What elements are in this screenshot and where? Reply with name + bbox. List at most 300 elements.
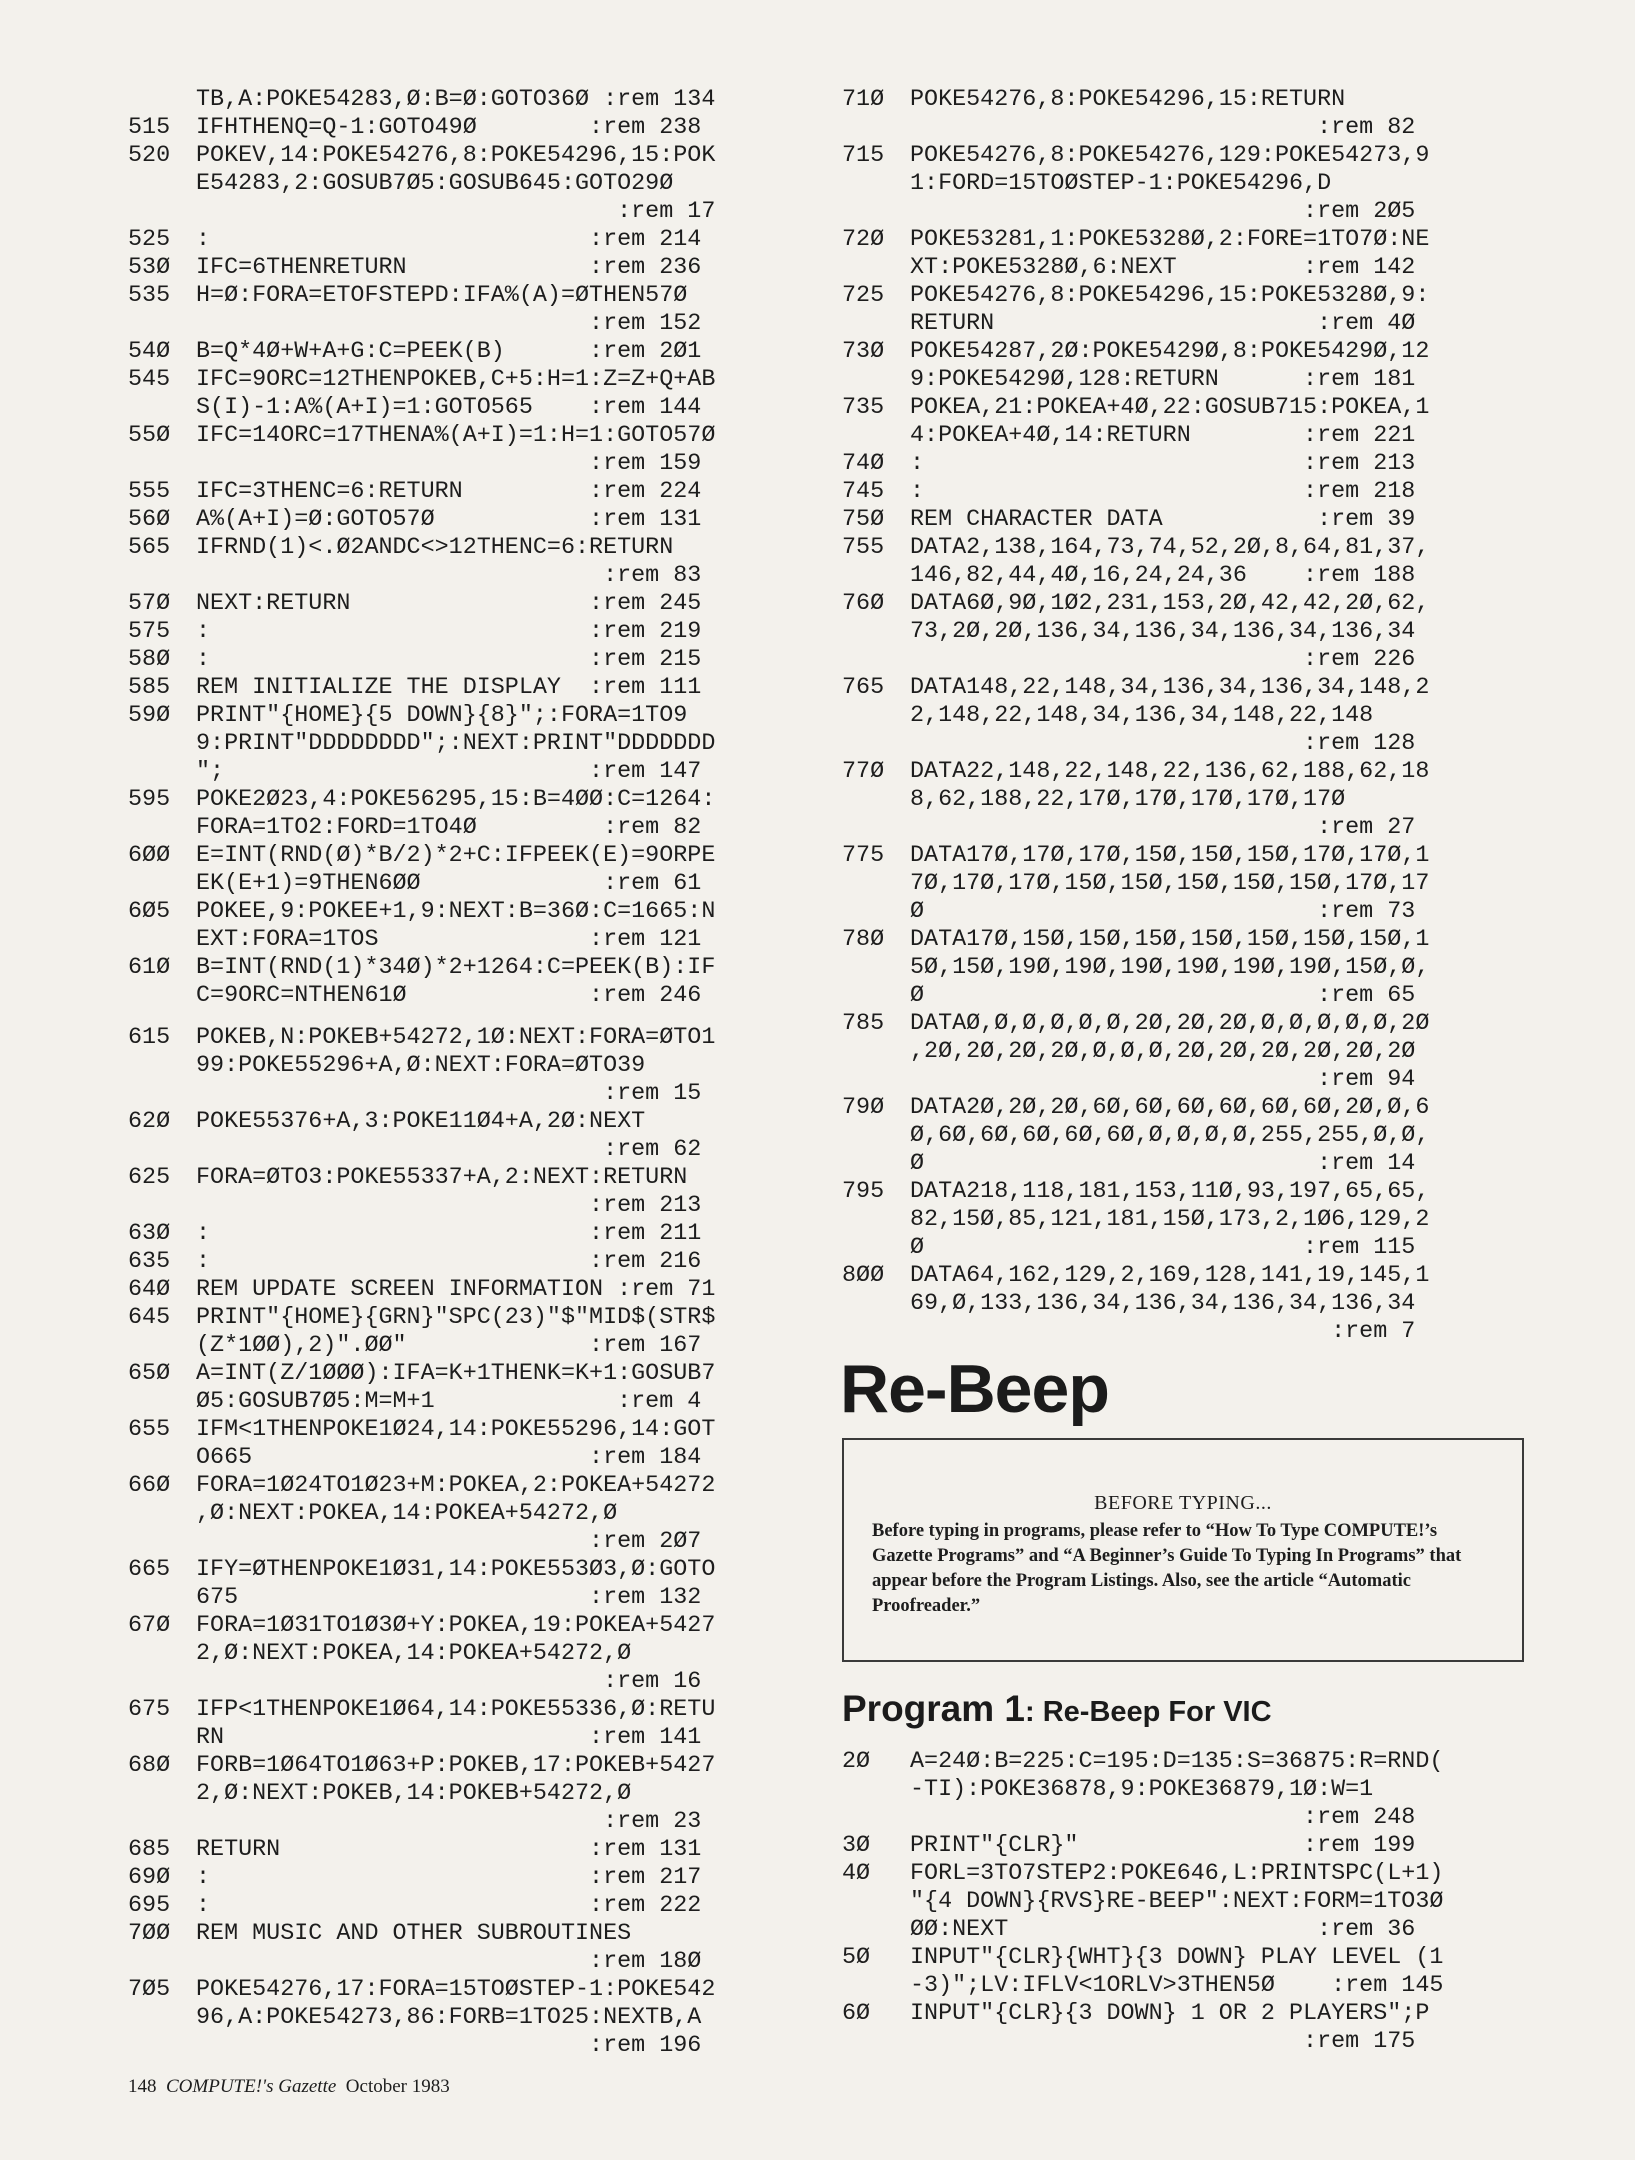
line-number: 71Ø — [842, 87, 885, 113]
code-line — [128, 1696, 816, 1724]
line-code: O665 :rem 184 — [196, 1445, 702, 1471]
code-line — [128, 1584, 816, 1612]
code-line — [128, 450, 816, 478]
code-line — [128, 926, 816, 954]
line-number — [128, 1332, 196, 1360]
line-number — [128, 1052, 196, 1080]
line-number: 55Ø — [128, 423, 171, 449]
notice-title: BEFORE TYPING... — [1094, 1492, 1272, 1514]
line-code: POKEB,N:POKEB+54272,1Ø:NEXT:FORA=ØTO1 — [196, 1025, 716, 1051]
code-line — [842, 646, 1528, 674]
line-code: XT:POKE5328Ø,6:NEXT :rem 142 — [910, 255, 1416, 281]
code-line — [842, 758, 1528, 786]
line-code: :rem 2Ø7 — [196, 1529, 702, 1555]
line-code: B=INT(RND(1)*34Ø)*2+1264:C=PEEK(B):IF — [196, 955, 716, 981]
line-code: : :rem 219 — [196, 619, 702, 645]
code-line — [842, 1206, 1528, 1234]
line-code: POKEA,21:POKEA+4Ø,22:GOSUB715:POKEA,1 — [910, 395, 1430, 421]
line-number — [842, 1318, 910, 1346]
line-number — [128, 814, 196, 842]
code-line — [128, 1864, 816, 1892]
line-code: NEXT:RETURN :rem 245 — [196, 591, 702, 617]
line-number: 515 — [128, 115, 171, 141]
line-number — [128, 730, 196, 758]
line-code: 2,148,22,148,34,136,34,148,22,148 — [910, 703, 1374, 729]
line-code: PRINT"{CLR}" :rem 199 — [910, 1833, 1416, 1859]
before-typing-notice — [842, 1438, 1524, 1662]
code-line — [128, 1780, 816, 1808]
line-code: 9:PRINT"DDDDDDDD";:NEXT:PRINT"DDDDDDD — [196, 731, 716, 757]
line-code: DATA2,138,164,73,74,52,2Ø,8,64,81,37, — [910, 535, 1430, 561]
line-code: FORL=3TO7STEP2:POKE646,L:PRINTSPC(L+1) — [910, 1861, 1444, 1887]
code-line — [128, 786, 816, 814]
code-line — [128, 254, 816, 282]
code-line — [128, 702, 816, 730]
code-line — [128, 1612, 816, 1640]
code-line — [842, 1150, 1528, 1178]
line-number — [128, 310, 196, 338]
line-code: INPUT"{CLR}{3 DOWN} 1 OR 2 PLAYERS";P — [910, 2001, 1430, 2027]
code-line — [842, 366, 1528, 394]
line-number: 57Ø — [128, 591, 171, 617]
line-number — [842, 1038, 910, 1066]
line-code: DATA2Ø,2Ø,2Ø,6Ø,6Ø,6Ø,6Ø,6Ø,6Ø,2Ø,Ø,6 — [910, 1095, 1430, 1121]
line-number: 765 — [842, 675, 885, 701]
line-code: :rem 17 — [196, 199, 716, 225]
line-code: :rem 175 — [910, 2029, 1416, 2055]
line-number: 525 — [128, 227, 171, 253]
line-code: : :rem 222 — [196, 1893, 702, 1919]
line-code: :rem 62 — [196, 1137, 702, 1163]
line-code: Ø5:GOSUB7Ø5:M=M+1 :rem 4 — [196, 1389, 702, 1415]
code-line — [842, 702, 1528, 730]
code-line — [128, 1164, 816, 1192]
line-code: : :rem 211 — [196, 1221, 702, 1247]
line-number: 67Ø — [128, 1613, 171, 1639]
code-line — [128, 982, 816, 1010]
line-code: E54283,2:GOSUB7Ø5:GOSUB645:GOTO29Ø — [196, 171, 674, 197]
line-number: 61Ø — [128, 955, 171, 981]
line-code: RETURN :rem 4Ø — [910, 311, 1416, 337]
code-line — [128, 1920, 816, 1948]
code-line — [128, 198, 816, 226]
line-number — [842, 170, 910, 198]
line-code: 2,Ø:NEXT:POKEB,14:POKEB+54272,Ø — [196, 1781, 632, 1807]
code-line — [842, 254, 1528, 282]
line-number: 665 — [128, 1557, 171, 1583]
code-line — [842, 1234, 1528, 1262]
code-line — [842, 310, 1528, 338]
line-number: 655 — [128, 1417, 171, 1443]
line-number — [842, 1066, 910, 1094]
line-code: RN :rem 141 — [196, 1725, 702, 1751]
line-code: FORB=1Ø64TO1Ø63+P:POKEB,17:POKEB+5427 — [196, 1753, 716, 1779]
code-line — [128, 1192, 816, 1220]
code-line — [128, 954, 816, 982]
line-number: 56Ø — [128, 507, 171, 533]
line-number: 555 — [128, 479, 171, 505]
code-line — [842, 590, 1528, 618]
code-line — [128, 1388, 816, 1416]
line-code: IFP<1THENPOKE1Ø64,14:POKE55336,Ø:RETU — [196, 1697, 716, 1723]
code-line — [842, 954, 1528, 982]
line-code: ,Ø:NEXT:POKEA,14:POKEA+54272,Ø — [196, 1501, 618, 1527]
line-number — [128, 1388, 196, 1416]
code-line — [128, 1976, 816, 2004]
program-subtitle: Re-Beep For VIC — [1042, 1696, 1272, 1728]
line-code: 99:POKE55296+A,Ø:NEXT:FORA=ØTO39 — [196, 1053, 646, 1079]
line-number — [128, 1010, 196, 1024]
line-number: 545 — [128, 367, 171, 393]
code-line — [128, 898, 816, 926]
code-line — [842, 562, 1528, 590]
line-number: 725 — [842, 283, 885, 309]
line-number: 66Ø — [128, 1473, 171, 1499]
line-number: 79Ø — [842, 1095, 885, 1121]
line-code: IFM<1THENPOKE1Ø24,14:POKE55296,14:GOT — [196, 1417, 716, 1443]
line-number — [128, 198, 196, 226]
line-number — [842, 786, 910, 814]
code-line — [842, 1038, 1528, 1066]
code-line — [128, 1724, 816, 1752]
code-line — [842, 1066, 1528, 1094]
line-code: ØØ:NEXT :rem 36 — [910, 1917, 1416, 1943]
line-number: 615 — [128, 1025, 171, 1051]
line-code: FORA=1Ø24TO1Ø23+M:POKEA,2:POKEA+54272 — [196, 1473, 716, 1499]
line-number: 795 — [842, 1179, 885, 1205]
code-line — [842, 1832, 1528, 1860]
line-code: 146,82,44,4Ø,16,24,24,36 :rem 188 — [910, 563, 1416, 589]
line-code: FORA=ØTO3:POKE55337+A,2:NEXT:RETURN — [196, 1165, 688, 1191]
code-line — [128, 2004, 816, 2032]
line-code: S(I)-1:A%(A+I)=1:GOTO565 :rem 144 — [196, 395, 702, 421]
code-line — [842, 730, 1528, 758]
line-number — [842, 898, 910, 926]
code-line — [128, 1136, 816, 1164]
line-code: IFC=3THENC=6:RETURN :rem 224 — [196, 479, 702, 505]
line-code: : :rem 217 — [196, 1865, 702, 1891]
line-number — [842, 254, 910, 282]
line-code: Ø :rem 115 — [910, 1235, 1416, 1261]
line-number — [128, 982, 196, 1010]
line-code: 4:POKEA+4Ø,14:RETURN :rem 221 — [910, 423, 1416, 449]
line-number — [842, 982, 910, 1010]
code-line — [128, 1248, 816, 1276]
line-number: 72Ø — [842, 227, 885, 253]
code-line — [842, 282, 1528, 310]
line-number: 755 — [842, 535, 885, 561]
line-code: POKE54276,8:POKE54296,15:RETURN — [910, 87, 1346, 113]
article-title: Re-Beep — [840, 1351, 1109, 1427]
line-code: POKE2Ø23,4:POKE56295,15:B=4ØØ:C=1264: — [196, 787, 716, 813]
line-code: Ø,6Ø,6Ø,6Ø,6Ø,6Ø,Ø,Ø,Ø,Ø,255,255,Ø,Ø, — [910, 1123, 1430, 1149]
line-code: : :rem 214 — [196, 227, 702, 253]
code-line — [128, 142, 816, 170]
code-line — [128, 86, 816, 114]
code-line — [128, 1892, 816, 1920]
line-code: 82,15Ø,85,121,181,15Ø,173,2,1Ø6,129,2 — [910, 1207, 1430, 1233]
line-number — [842, 1234, 910, 1262]
line-code: : :rem 218 — [910, 479, 1416, 505]
line-code: H=Ø:FORA=ETOFSTEPD:IFA%(A)=ØTHEN57Ø — [196, 283, 688, 309]
magazine-name: COMPUTE!'s Gazette — [166, 2076, 337, 2097]
line-code: Ø :rem 14 — [910, 1151, 1416, 1177]
code-line — [128, 1010, 816, 1024]
line-code: :rem 83 — [196, 563, 702, 589]
line-number: 675 — [128, 1697, 171, 1723]
code-line — [128, 226, 816, 254]
code-line — [842, 982, 1528, 1010]
line-number: 645 — [128, 1305, 171, 1331]
line-code: :rem 128 — [910, 731, 1416, 757]
code-line — [128, 562, 816, 590]
line-number: 4Ø — [842, 1861, 871, 1887]
program-separator: : — [1025, 1696, 1043, 1728]
line-number — [842, 1206, 910, 1234]
line-number: 625 — [128, 1165, 171, 1191]
code-line — [842, 926, 1528, 954]
code-line — [842, 506, 1528, 534]
line-code: REM INITIALIZE THE DISPLAY :rem 111 — [196, 675, 702, 701]
line-number — [128, 1192, 196, 1220]
line-number — [128, 870, 196, 898]
line-number — [842, 1290, 910, 1318]
code-line — [128, 422, 816, 450]
line-code: REM MUSIC AND OTHER SUBROUTINES — [196, 1921, 632, 1947]
line-number — [128, 170, 196, 198]
line-code: :rem 159 — [196, 451, 702, 477]
line-code: 69,Ø,133,136,34,136,34,136,34,136,34 — [910, 1291, 1416, 1317]
line-code: :rem 16 — [196, 1669, 702, 1695]
line-number — [842, 114, 910, 142]
code-line — [128, 310, 816, 338]
code-line — [842, 1916, 1528, 1944]
line-code: :rem 82 — [910, 115, 1416, 141]
line-code: (Z*1ØØ),2)".ØØ" :rem 167 — [196, 1333, 702, 1359]
code-line — [842, 2000, 1528, 2028]
line-code: :rem 196 — [196, 2033, 702, 2059]
code-line — [842, 422, 1528, 450]
code-line — [842, 870, 1528, 898]
line-number: 715 — [842, 143, 885, 169]
line-code: : :rem 213 — [910, 451, 1416, 477]
line-code: -TI):POKE36878,9:POKE36879,1Ø:W=1 — [910, 1777, 1374, 1803]
line-number: 77Ø — [842, 759, 885, 785]
line-number — [842, 562, 910, 590]
code-line — [842, 814, 1528, 842]
line-code: DATA6Ø,9Ø,1Ø2,231,153,2Ø,42,42,2Ø,62, — [910, 591, 1430, 617]
line-number: 535 — [128, 283, 171, 309]
issue-date: October 1983 — [345, 2076, 450, 2097]
code-line — [128, 170, 816, 198]
line-number: 7ØØ — [128, 1921, 171, 1947]
program-label: Program 1 — [842, 1688, 1026, 1729]
code-line — [128, 1276, 816, 1304]
code-line — [842, 170, 1528, 198]
line-code: "; :rem 147 — [196, 759, 702, 785]
code-line — [128, 1948, 816, 1976]
line-code: A%(A+I)=Ø:GOTO57Ø :rem 131 — [196, 507, 702, 533]
line-number — [128, 1808, 196, 1836]
code-line — [128, 1472, 816, 1500]
code-line — [842, 1748, 1528, 1776]
line-code: POKEV,14:POKE54276,8:POKE54296,15:POK — [196, 143, 716, 169]
line-number — [842, 730, 910, 758]
code-line — [842, 1888, 1528, 1916]
line-number — [842, 2028, 910, 2056]
code-line — [128, 1752, 816, 1780]
line-code: DATA218,118,181,153,11Ø,93,197,65,65, — [910, 1179, 1430, 1205]
code-line — [128, 1668, 816, 1696]
line-code: IFC=6THENRETURN :rem 236 — [196, 255, 702, 281]
line-number: 76Ø — [842, 591, 885, 617]
code-line — [128, 338, 816, 366]
line-code: 73,2Ø,2Ø,136,34,136,34,136,34,136,34 — [910, 619, 1416, 645]
line-number — [128, 1668, 196, 1696]
code-line — [842, 1804, 1528, 1832]
line-number — [128, 1444, 196, 1472]
code-line — [842, 1776, 1528, 1804]
line-code: Ø :rem 65 — [910, 983, 1416, 1009]
code-line — [128, 1024, 816, 1052]
line-code: 5Ø,15Ø,19Ø,19Ø,19Ø,19Ø,19Ø,19Ø,15Ø,Ø, — [910, 955, 1430, 981]
line-code: POKE54276,8:POKE54276,129:POKE54273,9 — [910, 143, 1430, 169]
line-number — [128, 1948, 196, 1976]
line-number — [842, 702, 910, 730]
line-code: POKE54276,17:FORA=15TOØSTEP-1:POKE542 — [196, 1977, 716, 2003]
line-number — [842, 1972, 910, 2000]
line-number — [842, 422, 910, 450]
right-code-listing — [842, 86, 1528, 1346]
code-line — [128, 870, 816, 898]
line-number — [128, 1528, 196, 1556]
code-line — [842, 618, 1528, 646]
line-number — [128, 562, 196, 590]
code-line — [128, 1528, 816, 1556]
code-line — [842, 394, 1528, 422]
line-number: 59Ø — [128, 703, 171, 729]
line-code: POKE53281,1:POKE5328Ø,2:FORE=1TO7Ø:NE — [910, 227, 1430, 253]
code-line — [842, 142, 1528, 170]
line-number: 75Ø — [842, 507, 885, 533]
line-number: 8ØØ — [842, 1263, 885, 1289]
line-code: C=9ORC=NTHEN61Ø :rem 246 — [196, 983, 702, 1009]
code-line — [128, 366, 816, 394]
line-code: INPUT"{CLR}{WHT}{3 DOWN} PLAY LEVEL (1 — [910, 1945, 1444, 1971]
code-line — [128, 814, 816, 842]
code-line — [128, 1444, 816, 1472]
line-code: POKE54276,8:POKE54296,15:POKE5328Ø,9: — [910, 283, 1430, 309]
line-number — [842, 1122, 910, 1150]
code-line — [128, 534, 816, 562]
line-number: 7Ø5 — [128, 1977, 171, 2003]
line-code: 96,A:POKE54273,86:FORB=1TO25:NEXTB,A — [196, 2005, 702, 2031]
line-number: 595 — [128, 787, 171, 813]
line-number: 695 — [128, 1893, 171, 1919]
line-number — [128, 1500, 196, 1528]
line-code: DATAØ,Ø,Ø,Ø,Ø,Ø,2Ø,2Ø,2Ø,Ø,Ø,Ø,Ø,Ø,2Ø — [910, 1011, 1430, 1037]
line-number — [842, 198, 910, 226]
line-number: 685 — [128, 1837, 171, 1863]
line-code: EK(E+1)=9THEN6ØØ :rem 61 — [196, 871, 702, 897]
code-line — [842, 842, 1528, 870]
line-number — [842, 618, 910, 646]
line-code: 7Ø,17Ø,17Ø,15Ø,15Ø,15Ø,15Ø,15Ø,17Ø,17 — [910, 871, 1430, 897]
line-number: 585 — [128, 675, 171, 701]
code-line — [128, 1416, 816, 1444]
line-number: 53Ø — [128, 255, 171, 281]
line-code: DATA64,162,129,2,169,128,141,19,145,1 — [910, 1263, 1430, 1289]
code-line — [128, 1304, 816, 1332]
line-number — [842, 646, 910, 674]
line-number: 575 — [128, 619, 171, 645]
code-line — [128, 590, 816, 618]
line-number: 74Ø — [842, 451, 885, 477]
line-number — [128, 2004, 196, 2032]
code-line — [842, 114, 1528, 142]
line-code: RETURN :rem 131 — [196, 1837, 702, 1863]
line-number: 3Ø — [842, 1833, 871, 1859]
line-code: REM UPDATE SCREEN INFORMATION :rem 71 — [196, 1277, 716, 1303]
line-number — [842, 1150, 910, 1178]
code-line — [128, 1640, 816, 1668]
line-code: POKE55376+A,3:POKE11Ø4+A,2Ø:NEXT — [196, 1109, 646, 1135]
page-footer — [128, 2076, 450, 2098]
program1-listing — [842, 1748, 1528, 2056]
code-line — [842, 898, 1528, 926]
line-code: 2,Ø:NEXT:POKEA,14:POKEA+54272,Ø — [196, 1641, 632, 1667]
line-code: :rem 27 — [910, 815, 1416, 841]
code-line — [842, 450, 1528, 478]
line-number: 6Ø5 — [128, 899, 171, 925]
notice-body: Before typing in programs, please refer to “How To Type COMPUTE!’s Gazette Programs” and “A Beginner’s Guide To Typing In Programs” that appear before the Program Listings. Also, see the article “Automatic Proofreader.” — [872, 1521, 1462, 1616]
line-number — [842, 366, 910, 394]
line-number: 78Ø — [842, 927, 885, 953]
line-code: FORA=1TO2:FORD=1TO4Ø :rem 82 — [196, 815, 702, 841]
code-line — [842, 1944, 1528, 1972]
line-code: A=24Ø:B=225:C=195:D=135:S=36875:R=RND( — [910, 1749, 1444, 1775]
line-number — [842, 870, 910, 898]
line-code: : :rem 216 — [196, 1249, 702, 1275]
line-number — [128, 758, 196, 786]
line-code: POKEE,9:POKEE+1,9:NEXT:B=36Ø:C=1665:N — [196, 899, 716, 925]
code-line — [842, 1122, 1528, 1150]
line-number — [128, 1724, 196, 1752]
line-code: : :rem 215 — [196, 647, 702, 673]
line-code: IFC=9ORC=12THENPOKEB,C+5:H=1:Z=Z+Q+AB — [196, 367, 716, 393]
code-line — [128, 114, 816, 142]
line-code: :rem 7 — [910, 1319, 1416, 1345]
line-code: 1:FORD=15TOØSTEP-1:POKE54296,D — [910, 171, 1332, 197]
line-code: A=INT(Z/1ØØØ):IFA=K+1THENK=K+1:GOSUB7 — [196, 1361, 716, 1387]
code-line — [842, 674, 1528, 702]
code-line — [842, 534, 1528, 562]
code-line — [128, 758, 816, 786]
line-code: IFC=14ORC=17THENA%(A+I)=1:H=1:GOTO57Ø — [196, 423, 716, 449]
line-code: E=INT(RND(Ø)*B/2)*2+C:IFPEEK(E)=9ORPE — [196, 843, 716, 869]
code-line — [128, 1808, 816, 1836]
line-code: POKE54287,2Ø:POKE5429Ø,8:POKE5429Ø,12 — [910, 339, 1430, 365]
code-line — [842, 478, 1528, 506]
line-code: :rem 18Ø — [196, 1949, 702, 1975]
code-line — [842, 86, 1528, 114]
code-line — [128, 1332, 816, 1360]
line-number: 63Ø — [128, 1221, 171, 1247]
line-code: 9:POKE5429Ø,128:RETURN :rem 181 — [910, 367, 1416, 393]
line-code: IFY=ØTHENPOKE1Ø31,14:POKE553Ø3,Ø:GOTO — [196, 1557, 716, 1583]
line-number: 520 — [128, 143, 171, 169]
line-code: B=Q*4Ø+W+A+G:C=PEEK(B) :rem 2Ø1 — [196, 339, 702, 365]
